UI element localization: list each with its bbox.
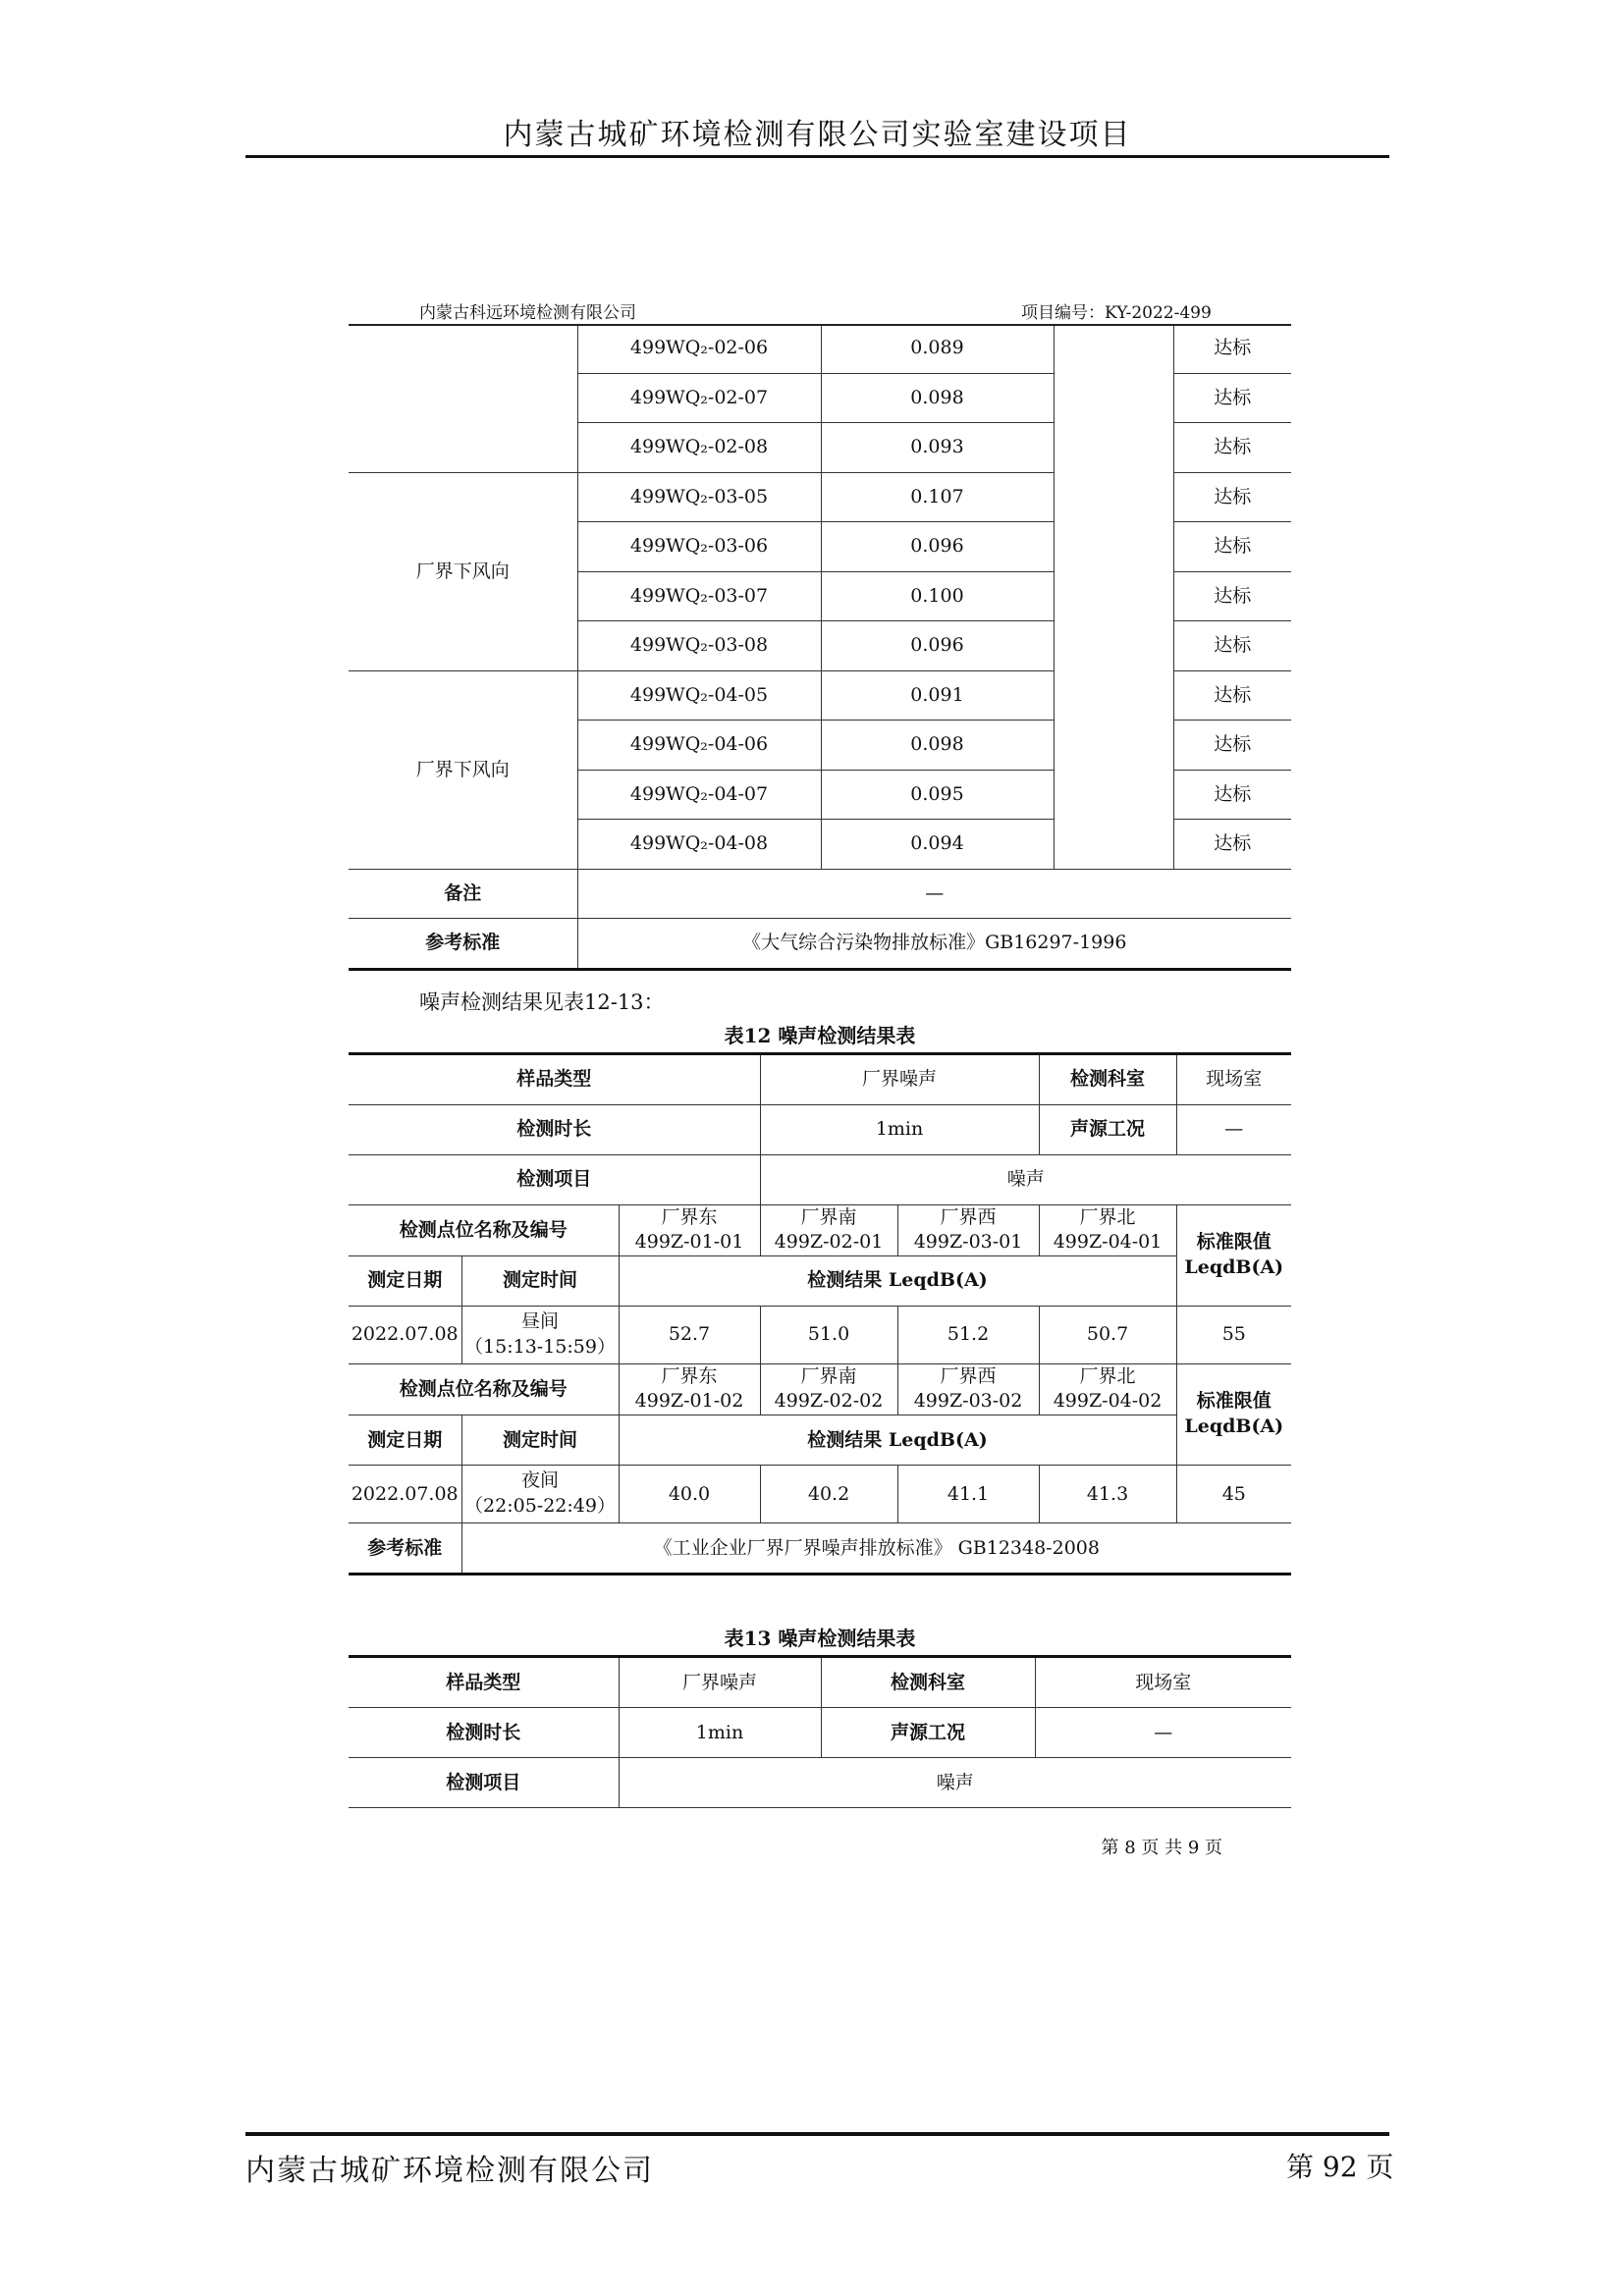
sample-code: 499WQ₂-02-07: [577, 373, 821, 423]
point-name: 厂界东: [661, 1364, 718, 1387]
duration-value: 1min: [619, 1708, 821, 1758]
location-label: 厂界下风向: [349, 472, 577, 670]
point-code: 499Z-02-02: [774, 1390, 884, 1413]
point-code: 499Z-04-01: [1053, 1231, 1163, 1254]
sample-code: 499WQ₂-04-06: [577, 721, 821, 771]
noise-limit: 55: [1176, 1306, 1291, 1363]
report-page-number: 第 8 页 共 9 页: [1101, 1838, 1222, 1859]
sample-type-value: 厂界噪声: [760, 1053, 1039, 1104]
footer-rule: [245, 2132, 1389, 2136]
sample-type-value: 厂界噪声: [619, 1657, 821, 1708]
noise-table-13: [349, 1655, 1291, 1808]
noise-value: 50.7: [1039, 1306, 1176, 1363]
page-footer-company: 内蒙古城矿环境检测有限公司: [245, 2154, 654, 2188]
point-west: [897, 1204, 1039, 1255]
point-code: 499Z-01-02: [634, 1390, 744, 1413]
sample-code: 499WQ₂-04-07: [577, 770, 821, 820]
point-name: 厂界南: [800, 1205, 857, 1228]
table-row: [349, 1708, 1291, 1758]
limit-label: [1176, 1204, 1291, 1306]
lab-value: 现场室: [1035, 1657, 1291, 1708]
remark-row: [349, 869, 1291, 919]
noise-intro: 噪声检测结果见表12-13：: [419, 989, 665, 1014]
sample-code: 499WQ₂-03-05: [577, 472, 821, 522]
point-west: [897, 1363, 1039, 1415]
source-label: 声源工况: [1039, 1104, 1176, 1154]
noise-value: 41.1: [897, 1466, 1039, 1523]
date-label: 测定日期: [349, 1255, 461, 1306]
table-row: [349, 1255, 1291, 1306]
table-row: [349, 1154, 1291, 1204]
point-south: [760, 1204, 897, 1255]
standard-label: 参考标准: [349, 1523, 461, 1575]
point-name: 厂界北: [1079, 1364, 1136, 1387]
item-value: 噪声: [619, 1758, 1291, 1808]
sample-result: 达标: [1173, 770, 1291, 820]
period-time: （15:13-15:59）: [464, 1335, 616, 1358]
noise-value: 40.0: [619, 1466, 760, 1523]
page-footer-number: 第 92 页: [1286, 2151, 1394, 2183]
sample-result: 达标: [1173, 373, 1291, 423]
scanned-report: [349, 294, 1291, 1859]
sample-code: 499WQ₂-04-05: [577, 670, 821, 721]
point-code: 499Z-03-02: [913, 1390, 1023, 1413]
sample-value: 0.089: [821, 324, 1054, 373]
sample-value: 0.091: [821, 670, 1054, 721]
sample-value: 0.096: [821, 522, 1054, 572]
point-name: 厂界西: [940, 1205, 997, 1228]
point-code: 499Z-02-01: [774, 1231, 884, 1254]
air-results-table: [349, 324, 1291, 971]
sample-type-label: 样品类型: [349, 1053, 760, 1104]
table12-caption: 表12 噪声检测结果表: [724, 1023, 916, 1047]
table-row: [349, 1758, 1291, 1808]
table-row: [349, 1657, 1291, 1708]
time-label: 测定时间: [461, 1415, 619, 1466]
sample-result: 达标: [1173, 820, 1291, 870]
duration-value: 1min: [760, 1104, 1039, 1154]
report-header: [349, 294, 1291, 324]
point-code: 499Z-04-02: [1053, 1390, 1163, 1413]
remark-label: 备注: [349, 869, 577, 919]
table-row: [349, 1363, 1291, 1415]
sample-code: 499WQ₂-02-06: [577, 324, 821, 373]
sample-value: 0.107: [821, 472, 1054, 522]
table-row: [349, 1104, 1291, 1154]
sample-result: 达标: [1173, 670, 1291, 721]
standard-value: 《工业企业厂界厂界噪声排放标准》 GB12348-2008: [461, 1523, 1291, 1575]
point-north: [1039, 1204, 1176, 1255]
table13-caption: 表13 噪声检测结果表: [724, 1627, 916, 1651]
noise-value: 41.3: [1039, 1466, 1176, 1523]
sample-result: 达标: [1173, 621, 1291, 671]
noise-value: 40.2: [760, 1466, 897, 1523]
point-label: 检测点位名称及编号: [349, 1204, 619, 1255]
table-row: [349, 1466, 1291, 1523]
sample-code: 499WQ₂-03-06: [577, 522, 821, 572]
report-header-rule: [349, 324, 1291, 326]
sample-code: 499WQ₂-03-08: [577, 621, 821, 671]
lab-label: 检测科室: [821, 1657, 1035, 1708]
item-value: 噪声: [760, 1154, 1291, 1204]
sample-value: 0.098: [821, 373, 1054, 423]
point-name: 厂界南: [800, 1364, 857, 1387]
limit-label-line2: LeqdB(A): [1184, 1255, 1284, 1278]
noise-value: 52.7: [619, 1306, 760, 1363]
noise-table-12: [349, 1052, 1291, 1576]
sample-result: 达标: [1173, 472, 1291, 522]
project-number: 项目编号：KY-2022-499: [1021, 303, 1212, 323]
point-name: 厂界西: [940, 1364, 997, 1387]
noise-limit: 45: [1176, 1466, 1291, 1523]
time-label: 测定时间: [461, 1255, 619, 1306]
source-value: —: [1035, 1708, 1291, 1758]
point-code: 499Z-01-01: [634, 1231, 744, 1254]
noise-value: 51.2: [897, 1306, 1039, 1363]
sample-result: 达标: [1173, 571, 1291, 621]
point-north: [1039, 1363, 1176, 1415]
table-row: [349, 1306, 1291, 1363]
point-name: 厂界东: [661, 1205, 718, 1228]
limit-label: [1176, 1363, 1291, 1465]
limit-label-line2: LeqdB(A): [1184, 1415, 1284, 1437]
sample-result: 达标: [1173, 324, 1291, 373]
item-label: 检测项目: [349, 1154, 760, 1204]
measure-time: [461, 1466, 619, 1523]
lab-value: 现场室: [1176, 1053, 1291, 1104]
date-label: 测定日期: [349, 1415, 461, 1466]
sample-value: 0.095: [821, 770, 1054, 820]
period-label: 昼间: [520, 1310, 559, 1333]
standard-row: [349, 1523, 1291, 1575]
period-label: 夜间: [520, 1469, 559, 1492]
duration-label: 检测时长: [349, 1708, 619, 1758]
header-rule: [245, 155, 1389, 158]
report-org: 内蒙古科远环境检测有限公司: [419, 303, 636, 323]
period-time: （22:05-22:49）: [464, 1495, 616, 1518]
sample-value: 0.094: [821, 820, 1054, 870]
standard-value: 《大气综合污染物排放标准》GB16297-1996: [577, 919, 1291, 970]
table-row: [349, 1204, 1291, 1255]
limit-label-line1: 标准限值: [1196, 1231, 1272, 1253]
noise-value: 51.0: [760, 1306, 897, 1363]
location-label: 厂界下风向: [349, 670, 577, 869]
item-label: 检测项目: [349, 1758, 619, 1808]
point-name: 厂界北: [1079, 1205, 1136, 1228]
sample-value: 0.100: [821, 571, 1054, 621]
table-row: [349, 1415, 1291, 1466]
standard-row: [349, 919, 1291, 970]
point-east: [619, 1363, 760, 1415]
location-cell: [349, 324, 577, 472]
source-label: 声源工况: [821, 1708, 1035, 1758]
table-row: [349, 1053, 1291, 1104]
sample-code: 499WQ₂-02-08: [577, 423, 821, 473]
sample-type-label: 样品类型: [349, 1657, 619, 1708]
measure-date: 2022.07.08: [349, 1306, 461, 1363]
duration-label: 检测时长: [349, 1104, 760, 1154]
sample-result: 达标: [1173, 522, 1291, 572]
sample-value: 0.098: [821, 721, 1054, 771]
point-south: [760, 1363, 897, 1415]
sample-result: 达标: [1173, 721, 1291, 771]
standard-label: 参考标准: [349, 919, 577, 970]
sample-code: 499WQ₂-04-08: [577, 820, 821, 870]
result-label: 检测结果 LeqdB(A): [619, 1255, 1176, 1306]
source-value: —: [1176, 1104, 1291, 1154]
sample-value: 0.096: [821, 621, 1054, 671]
point-east: [619, 1204, 760, 1255]
remark-value: —: [577, 869, 1291, 919]
point-code: 499Z-03-01: [913, 1231, 1023, 1254]
sample-result: 达标: [1173, 423, 1291, 473]
limit-label-line1: 标准限值: [1196, 1390, 1272, 1413]
lab-label: 检测科室: [1039, 1053, 1176, 1104]
page-header: 内蒙古城矿环境检测有限公司实验室建设项目: [503, 118, 1132, 152]
measure-date: 2022.07.08: [349, 1466, 461, 1523]
point-label: 检测点位名称及编号: [349, 1363, 619, 1415]
sample-code: 499WQ₂-03-07: [577, 571, 821, 621]
result-label: 检测结果 LeqdB(A): [619, 1415, 1176, 1466]
measure-time: [461, 1306, 619, 1363]
sample-value: 0.093: [821, 423, 1054, 473]
table-row: [349, 324, 1291, 373]
limit-cell: [1054, 324, 1173, 869]
